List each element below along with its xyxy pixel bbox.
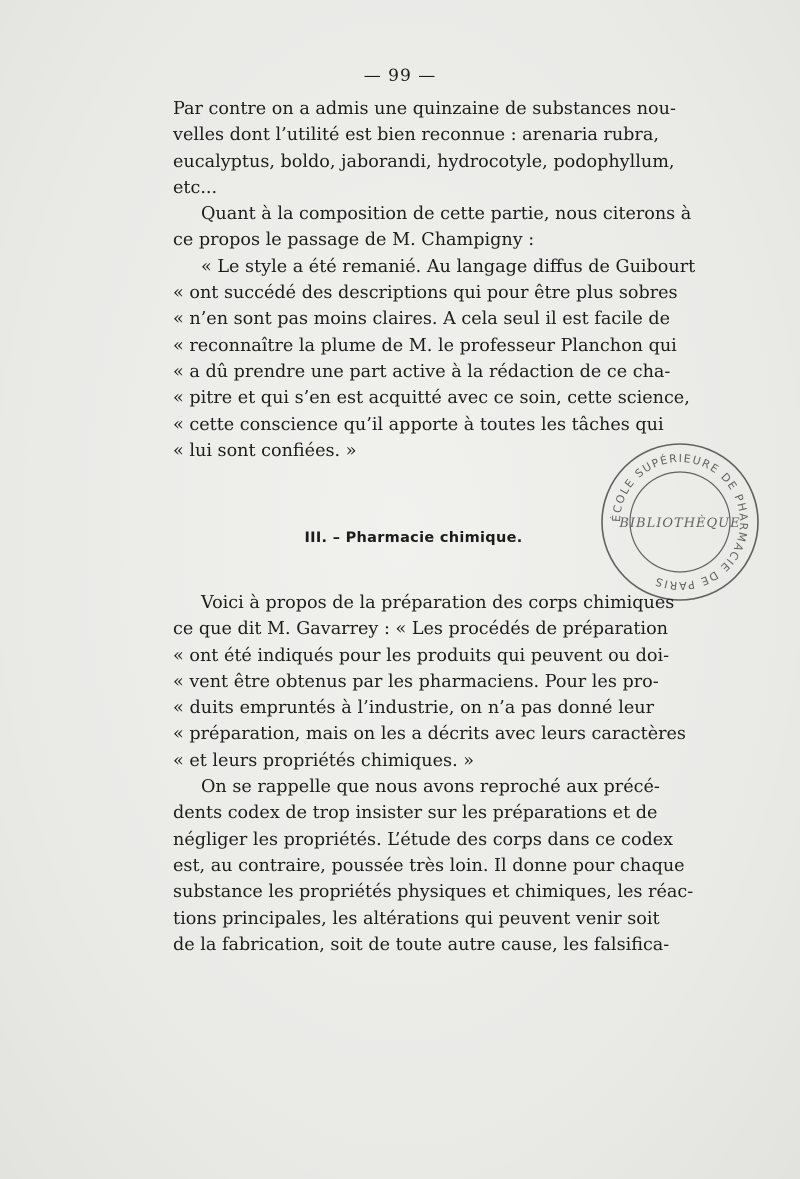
text-line: On se rappelle que nous avons reproché aux précé- bbox=[201, 777, 660, 798]
quote-line: « duits empruntés à l’industrie, on n’a pas donné leur bbox=[173, 698, 654, 719]
quote-line: « pitre et qui s’en est acquitté avec ce soin, cette science, bbox=[173, 388, 690, 409]
library-stamp-icon bbox=[598, 440, 762, 604]
quote-line: « préparation, mais on les a décrits avec leurs caractères bbox=[173, 724, 686, 745]
text-line: de la fabrication, soit de toute autre cause, les falsifica- bbox=[173, 934, 670, 955]
bottom-text-block bbox=[173, 590, 694, 958]
text-line: Quant à la composition de cette partie, nous citerons à bbox=[201, 204, 692, 225]
quote-line: « ont été indiqués pour les produits qui peuvent ou doi- bbox=[173, 645, 670, 666]
top-text-block bbox=[173, 96, 696, 464]
quote-line: « reconnaître la plume de M. le professeur Planchon qui bbox=[173, 335, 677, 356]
text-line: dents codex de trop insister sur les préparations et de bbox=[173, 803, 658, 824]
quote-line: « a dû prendre une part active à la rédaction de ce cha- bbox=[173, 361, 671, 382]
quote-line: « Le style a été remanié. Au langage diffus de Guibourt bbox=[201, 256, 696, 277]
quote-line: « lui sont confiées. » bbox=[173, 440, 357, 461]
text-line: velles dont l’utilité est bien reconnue : arenaria rubra, bbox=[173, 125, 659, 146]
text-line: eucalyptus, boldo, jaborandi, hydrocotyle, podophyllum, bbox=[173, 151, 675, 172]
text-line: etc... bbox=[173, 177, 218, 198]
stamp-center-text: BIBLIOTHÈQUE bbox=[619, 516, 741, 531]
text-line: Voici à propos de la préparation des corps chimiques bbox=[201, 593, 675, 613]
quote-line: « n’en sont pas moins claires. A cela seul il est facile de bbox=[173, 309, 671, 330]
page-number: — 99 — bbox=[363, 66, 437, 86]
section-heading: III. – Pharmacie chimique. bbox=[304, 530, 523, 546]
text-line: Par contre on a admis une quinzaine de substances nou- bbox=[173, 99, 676, 119]
quote-line: « et leurs propriétés chimiques. » bbox=[173, 750, 475, 771]
text-line: substance les propriétés physiques et chimiques, les réac- bbox=[173, 882, 694, 903]
quote-line: « cette conscience qu’il apporte à toutes les tâches qui bbox=[173, 414, 664, 435]
quote-line: « vent être obtenus par les pharmaciens. Pour les pro- bbox=[173, 671, 659, 692]
text-line: tions principales, les altérations qui peuvent venir soit bbox=[173, 908, 660, 929]
quote-line: « ont succédé des descriptions qui pour être plus sobres bbox=[173, 283, 678, 304]
text-line: est, au contraire, poussée très loin. Il donne pour chaque bbox=[173, 855, 685, 876]
text-line: ce propos le passage de M. Champigny : bbox=[173, 230, 535, 251]
text-line: négliger les propriétés. L’étude des corps dans ce codex bbox=[173, 829, 674, 850]
text-line: ce que dit M. Gavarrey : « Les procédés de préparation bbox=[173, 619, 668, 640]
stamp-ring-text: ÉCOLE SUPÉRIEURE DE PHARMACIE DE PARIS bbox=[609, 451, 751, 593]
